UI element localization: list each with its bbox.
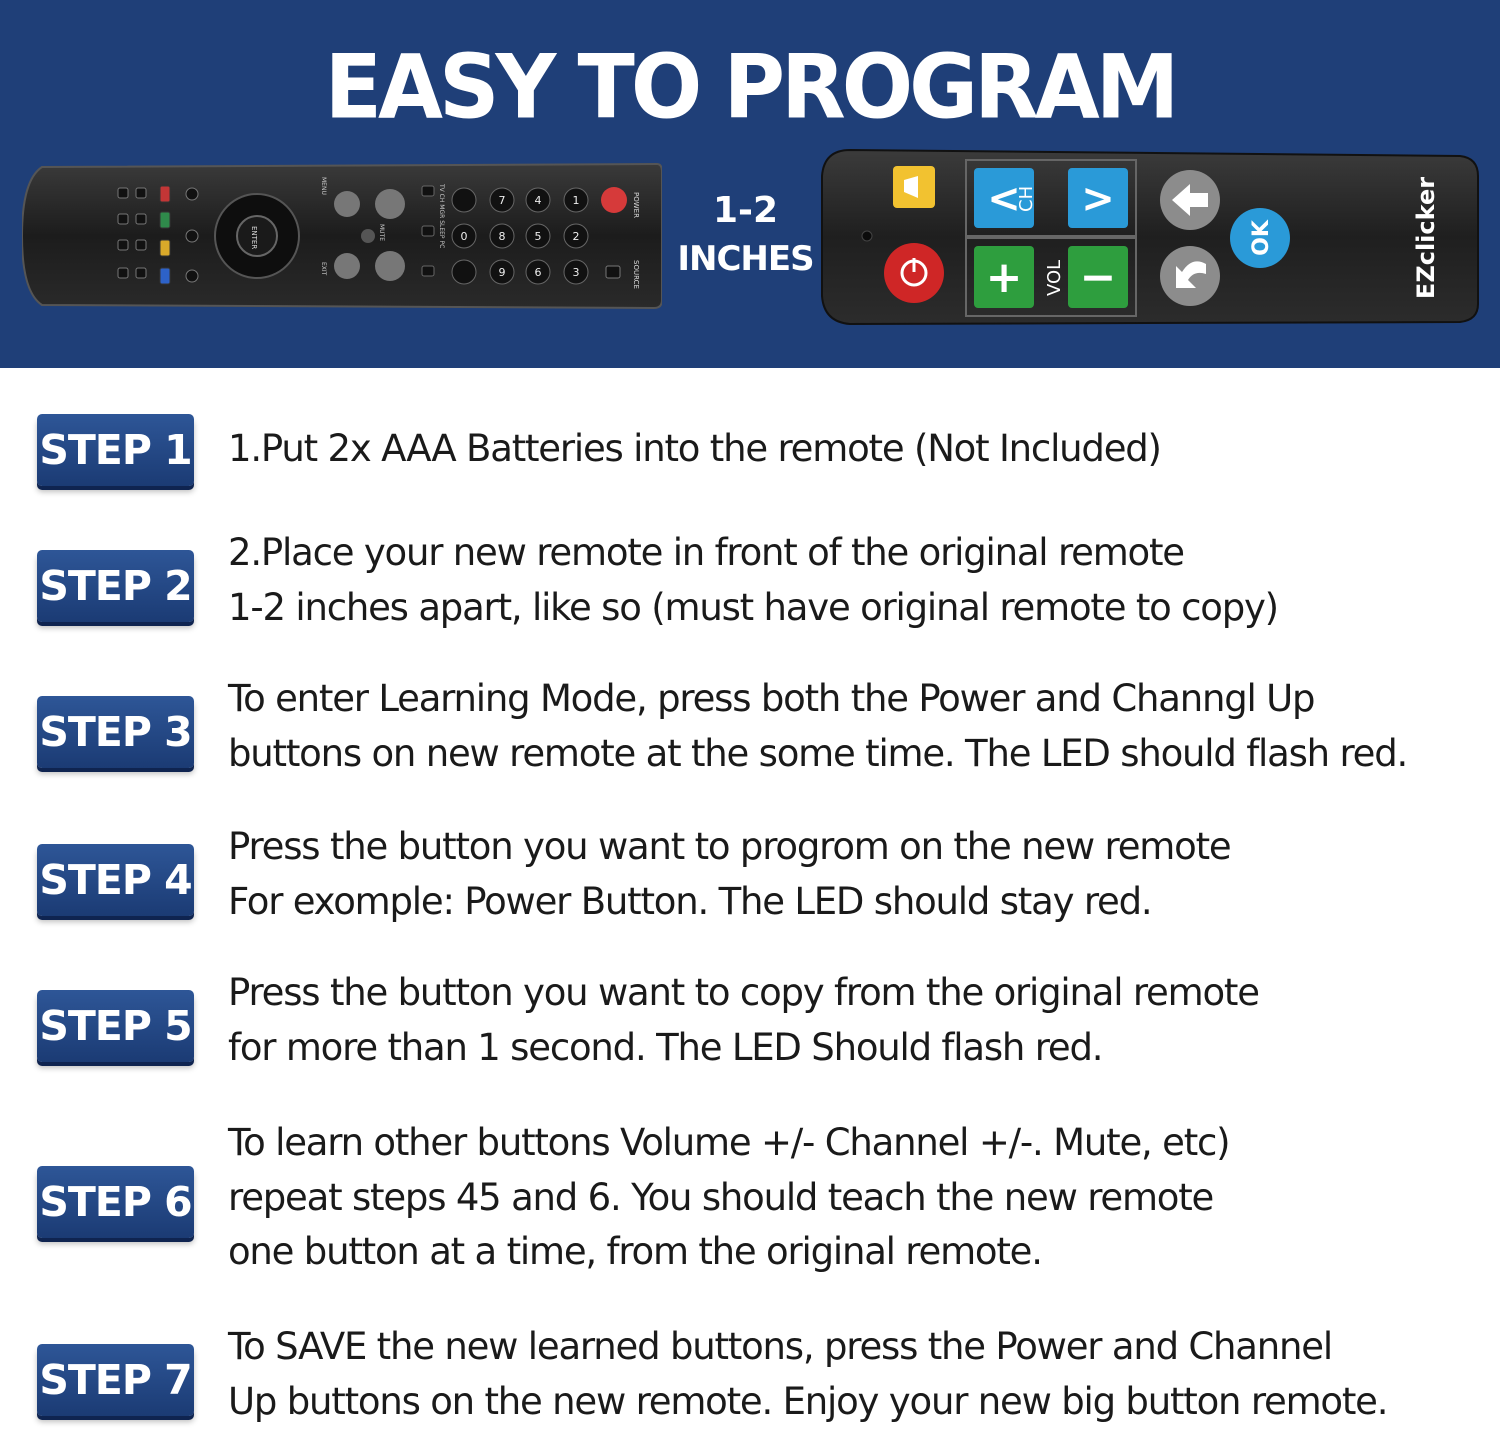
svg-text:MUTE: MUTE	[378, 224, 385, 242]
step-line: 1-2 inches apart, like so (must have original remote to copy)	[228, 585, 1278, 629]
step-line: for more than 1 second. The LED Should flash red.	[228, 1025, 1103, 1069]
svg-text:TV CH MGR SLEEP PC: TV CH MGR SLEEP PC	[438, 184, 445, 249]
step-badge: STEP 3	[37, 696, 194, 768]
step-text	[228, 820, 1478, 929]
ch-prev-label: <	[987, 176, 1021, 222]
distance-value: 1-2	[712, 190, 779, 231]
step-line: To learn other buttons Volume +/- Channel +/-. Mute, etc)	[228, 1121, 1230, 1164]
step-badge: STEP 4	[37, 844, 194, 916]
steps-list	[0, 368, 1500, 1432]
step-line: Press the button you want to progrom on the new remote	[228, 825, 1231, 868]
svg-text:6: 6	[534, 266, 542, 279]
step-text	[228, 526, 1478, 635]
svg-text:5: 5	[534, 230, 542, 243]
svg-text:7: 7	[498, 194, 506, 207]
svg-text:9: 9	[498, 266, 506, 279]
svg-text:0: 0	[460, 230, 468, 243]
step-text	[228, 966, 1478, 1075]
ch-label: CH	[1016, 185, 1037, 212]
step-line: one button at a time, from the original remote.	[228, 1230, 1042, 1273]
step-line: buttons on new remote at the some time. The LED should flash red.	[228, 731, 1408, 775]
power-label: POWER	[632, 192, 640, 218]
distance-label	[668, 188, 823, 284]
source-label: SOURCE	[632, 260, 640, 289]
svg-text:8: 8	[498, 230, 506, 243]
new-remote-illustration	[820, 146, 1480, 326]
step-line: 1.Put 2x AAA Batteries into the remote (Not Included)	[228, 427, 1161, 470]
svg-text:MENU: MENU	[320, 177, 327, 195]
ok-label: OK	[1249, 220, 1274, 256]
svg-text:EXIT: EXIT	[320, 262, 327, 276]
svg-text:3: 3	[572, 266, 580, 279]
vol-minus-label: −	[1079, 252, 1117, 303]
step-line: For exomple: Power Button. The LED should stay red.	[228, 879, 1152, 923]
step-line: Up buttons on the new remote. Enjoy your new big button remote.	[228, 1379, 1388, 1423]
original-remote-illustration	[22, 162, 662, 310]
step-badge: STEP 6	[37, 1166, 194, 1238]
svg-text:ENTER: ENTER	[250, 226, 258, 250]
step-line: repeat steps 45 and 6. You should teach the new remote	[228, 1175, 1214, 1219]
distance-unit: INCHES	[677, 239, 814, 279]
step-badge: STEP 1	[37, 414, 194, 486]
step-badge: STEP 7	[37, 1344, 194, 1416]
step-badge: STEP 2	[37, 550, 194, 622]
brand-label: EZclicker	[1412, 176, 1440, 300]
svg-text:2: 2	[572, 230, 580, 243]
ch-next-label: >	[1081, 176, 1115, 222]
svg-text:4: 4	[534, 194, 542, 207]
page-title: EASY TO PROGRAM	[324, 35, 1176, 139]
step-line: 2.Place your new remote in front of the original remote	[228, 531, 1184, 574]
step-line: To SAVE the new learned buttons, press the Power and Channel	[228, 1325, 1332, 1368]
header-banner	[0, 0, 1500, 368]
step-text	[228, 672, 1478, 781]
step-line: Press the button you want to copy from the original remote	[228, 971, 1259, 1014]
step-text	[228, 1320, 1478, 1429]
vol-label: VOL	[1044, 259, 1065, 296]
step-text	[228, 422, 1478, 477]
step-line: To enter Learning Mode, press both the Power and Channgl Up	[228, 677, 1315, 720]
vol-plus-label: +	[985, 252, 1023, 303]
step-text	[228, 1116, 1478, 1280]
svg-text:1: 1	[572, 194, 580, 207]
step-badge: STEP 5	[37, 990, 194, 1062]
